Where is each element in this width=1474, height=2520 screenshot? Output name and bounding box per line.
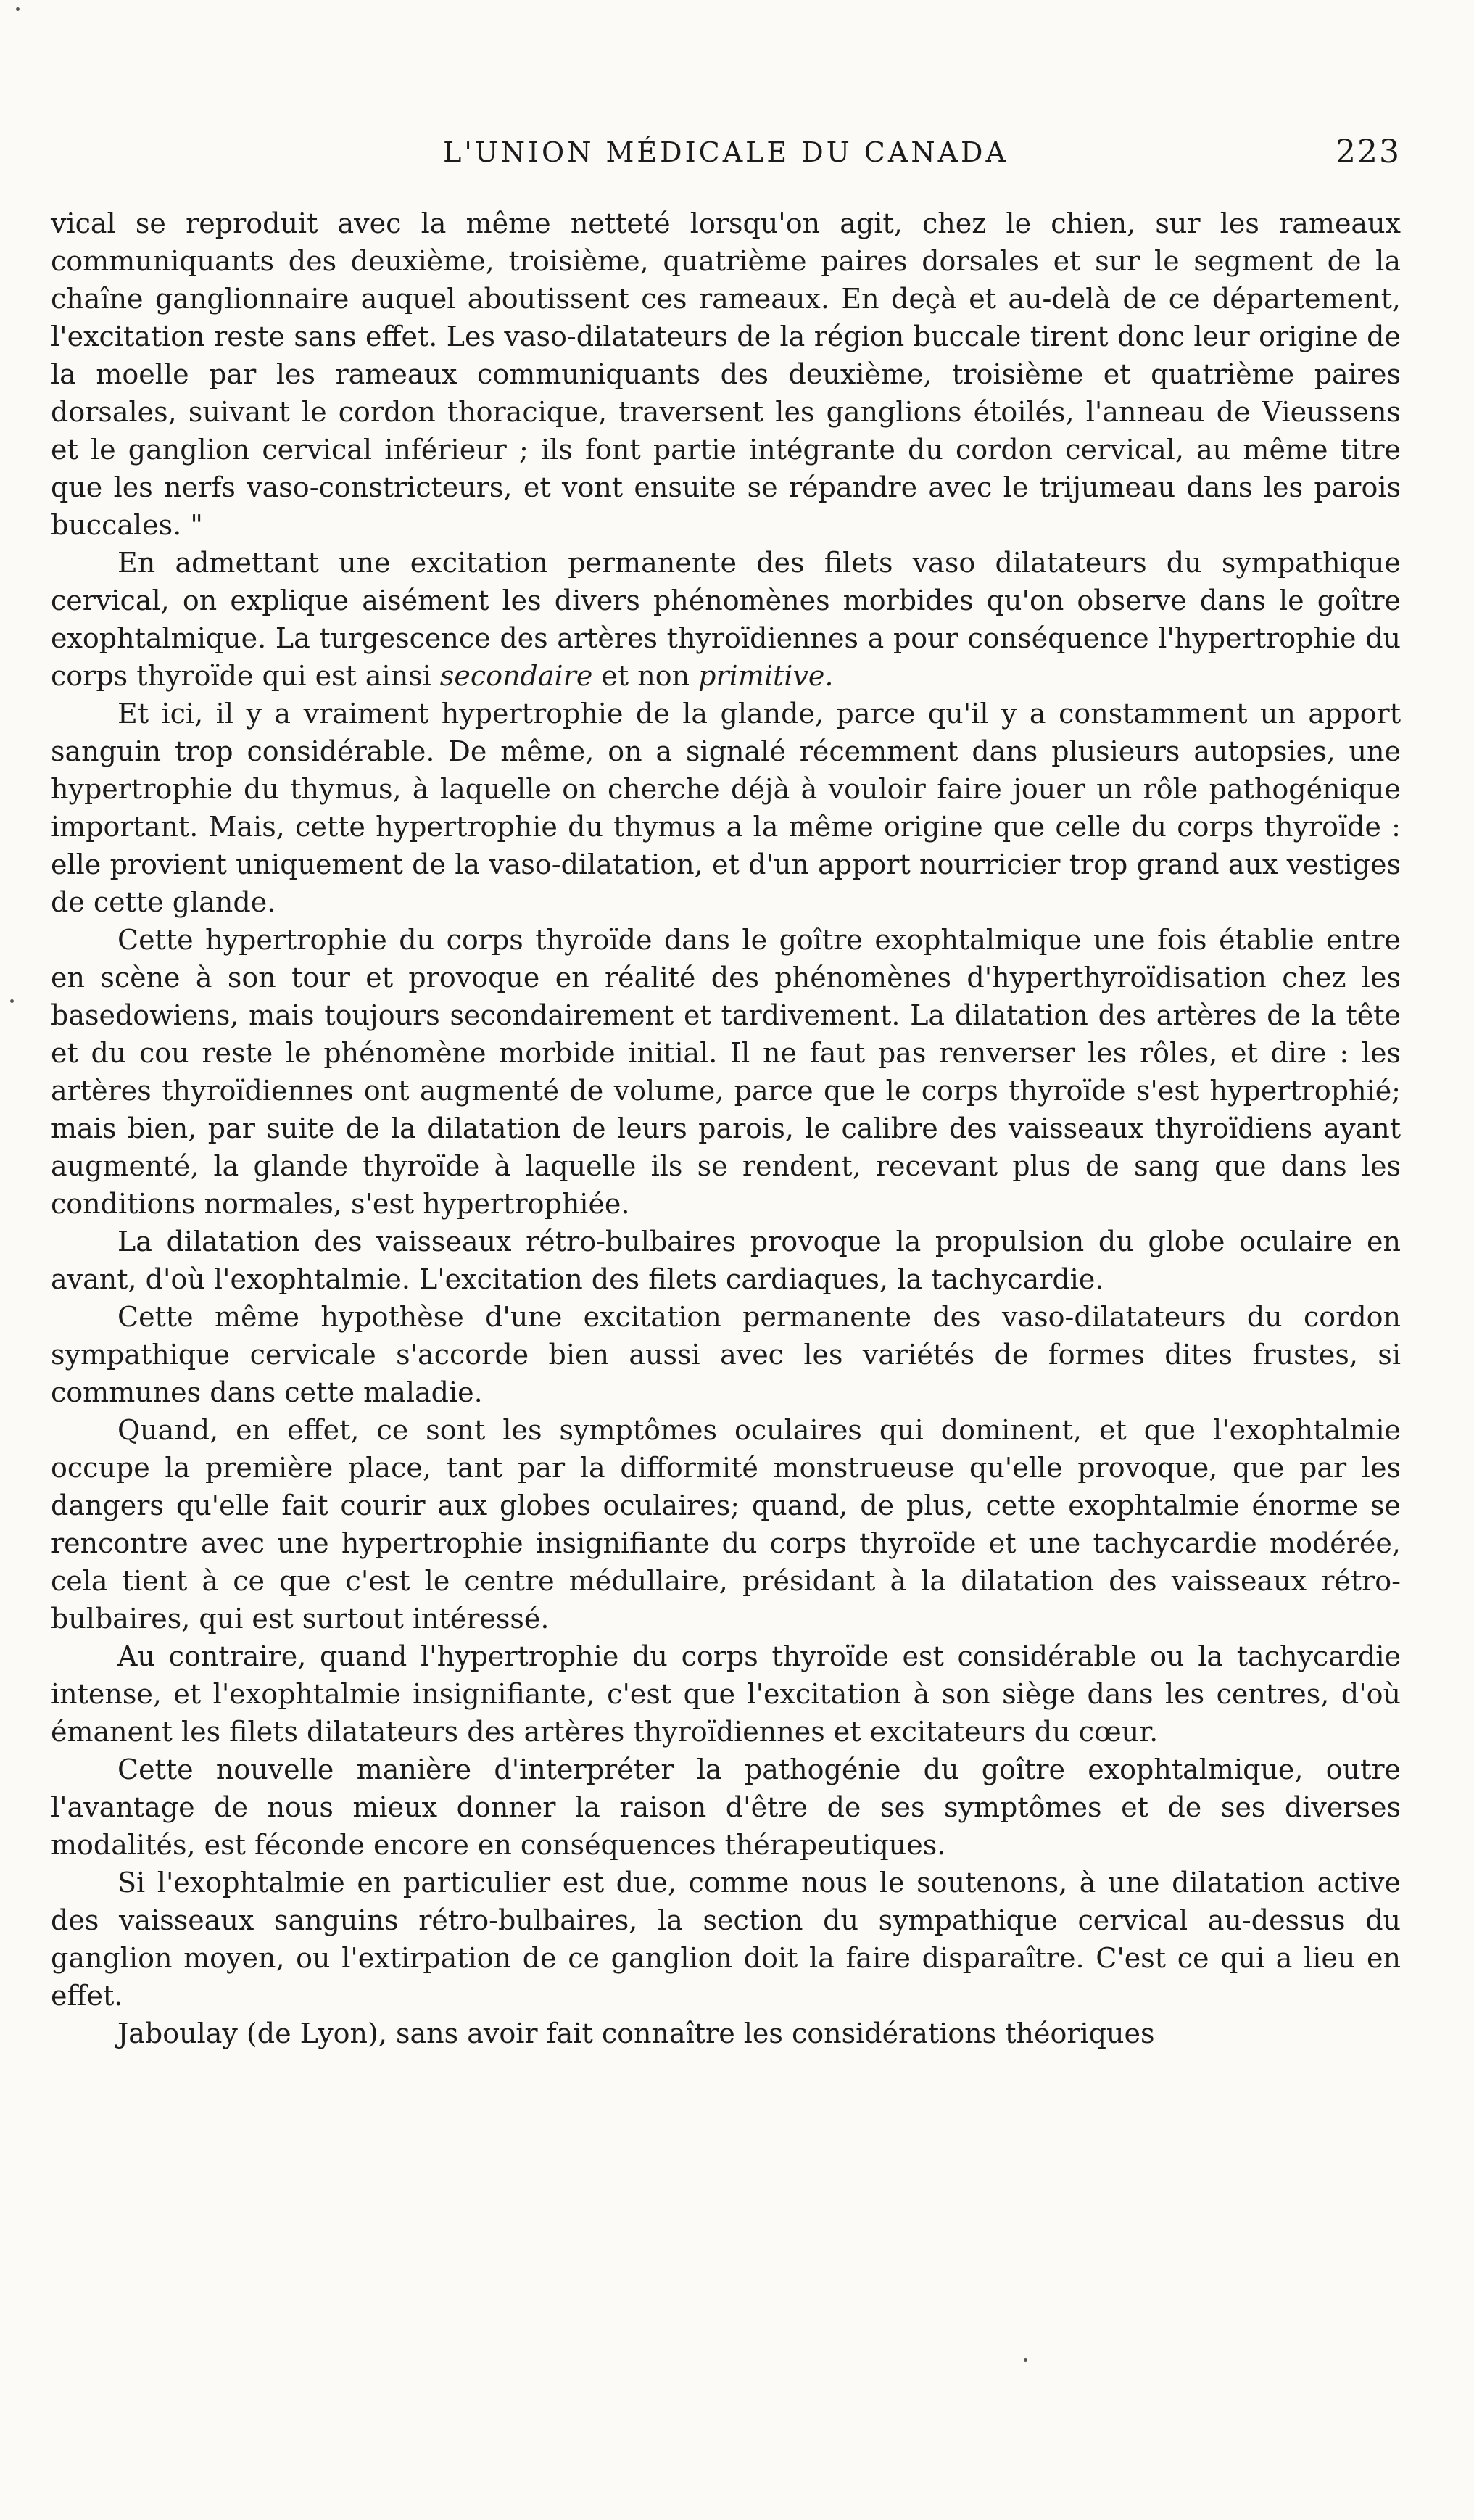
article-body xyxy=(51,205,1401,2052)
scan-speck xyxy=(16,7,20,11)
paragraph xyxy=(51,544,1401,695)
paragraph-text: et non xyxy=(592,660,699,692)
running-title: L'UNION MÉDICALE DU CANADA xyxy=(443,136,1009,168)
paragraph-truncated: Jaboulay (de Lyon), sans avoir fait connaître les considérations théoriques xyxy=(117,2017,1155,2049)
paragraph: Au contraire, quand l'hypertrophie du corps thyroïde est considérable ou la tachycardie intense, et l'exophtalmie insignifiante, c'est que l'excitation à son siège dans les centres, d'où émanent les filets dilatateurs des artères thyroïdiennes et excitateurs du cœur. xyxy=(51,1640,1401,1748)
paragraph: Et ici, il y a vraiment hypertrophie de la glande, parce qu'il y a constamment un apport sanguin trop considérable. De même, on a signalé récemment dans plusieurs autopsies, une hypertrophie du thymus, à laquelle on cherche déjà à vouloir faire jouer un rôle pathogénique important. Mais, cette hypertrophie du thymus a la même origine que celle du corps thyroïde : elle provient uniquement de la vaso-dilatation, et d'un apport nourricier trop grand aux vestiges de cette glande. xyxy=(51,698,1401,918)
paragraph: Quand, en effet, ce sont les symptômes oculaires qui dominent, et que l'exophtalmie occupe la première place, tant par la difformité monstrueuse qu'elle provoque, que par les dangers qu'elle fait courir aux globes oculaires; quand, de plus, cette exophtalmie énorme se rencontre avec une hypertrophie insignifiante du corps thyroïde et une tachycardie modérée, cela tient à ce que c'est le centre médullaire, présidant à la dilatation des vaisseaux rétro-bulbaires, qui est surtout intéressé. xyxy=(51,1414,1401,1635)
paragraph: La dilatation des vaisseaux rétro-bulbaires provoque la propulsion du globe oculaire en avant, d'où l'exophtalmie. L'excitation des filets cardiaques, la tachycardie. xyxy=(51,1226,1401,1295)
emphasis-primitive: primitive. xyxy=(698,660,834,692)
page-header xyxy=(51,133,1401,180)
paragraph: Cette hypertrophie du corps thyroïde dans le goître exophtalmique une fois établie entre en scène à son tour et provoque en réalité des phénomènes d'hyperthyroïdisation chez les basedowiens, mais toujours secondairement et tardivement. La dilatation des artères de la tête et du cou reste le phénomène morbide initial. Il ne faut pas renverser les rôles, et dire : les artères thyroïdiennes ont augmenté de volume, parce que le corps thyroïde s'est hypertrophié; mais bien, par suite de la dilatation de leurs parois, le calibre des vaisseaux thyroïdiens ayant augmenté, la glande thyroïde à laquelle ils se rendent, recevant plus de sang que dans les conditions normales, s'est hypertrophiée. xyxy=(51,924,1401,1220)
scan-speck xyxy=(10,999,14,1003)
paragraph: Si l'exophtalmie en particulier est due, comme nous le soutenons, à une dilatation active des vaisseaux sanguins rétro-bulbaires, la section du sympathique cervical au-dessus du ganglion moyen, ou l'extirpation de ce ganglion doit la faire disparaître. C'est ce qui a lieu en effet. xyxy=(51,1867,1401,2012)
paragraph-continued: vical se reproduit avec la même netteté lorsqu'on agit, chez le chien, sur les rameaux communiquants des deuxième, troisième, quatrième paires dorsales et sur le segment de la chaîne ganglionnaire auquel aboutissent ces rameaux. En deçà et au-delà de ce département, l'excitation reste sans effet. Les vaso-dilatateurs de la région buccale tirent donc leur origine de la moelle par les rameaux communiquants des deuxième, troisième et quatrième paires dorsales, suivant le cordon thoracique, traversent les ganglions étoilés, l'anneau de Vieussens et le ganglion cervical inférieur ; ils font partie intégrante du cordon cervical, au même titre que les nerfs vaso-constricteurs, et vont ensuite se répandre avec le trijumeau dans les parois buccales. " xyxy=(51,207,1401,541)
paragraph: Cette même hypothèse d'une excitation permanente des vaso-dilatateurs du cordon sympathique cervicale s'accorde bien aussi avec les variétés de formes dites frustes, si communes dans cette maladie. xyxy=(51,1301,1401,1408)
emphasis-secondaire: secondaire xyxy=(439,660,593,692)
paragraph: Cette nouvelle manière d'interpréter la pathogénie du goître exophtalmique, outre l'avantage de nous mieux donner la raison d'être de ses symptômes et de ses diverses modalités, est féconde encore en conséquences thérapeutiques. xyxy=(51,1753,1401,1861)
paragraph-text: En admettant une excitation permanente des filets vaso dilatateurs du sympathique cervical, on explique aisément les divers phénomènes morbides qu'on observe dans le goître exophtalmique. La turgescence des artères thyroïdiennes a pour conséquence l'hypertrophie du corps thyroïde qui est ainsi xyxy=(51,547,1401,692)
page-number: 223 xyxy=(1336,133,1401,170)
journal-page xyxy=(51,0,1401,2520)
scan-speck xyxy=(1024,2358,1027,2362)
